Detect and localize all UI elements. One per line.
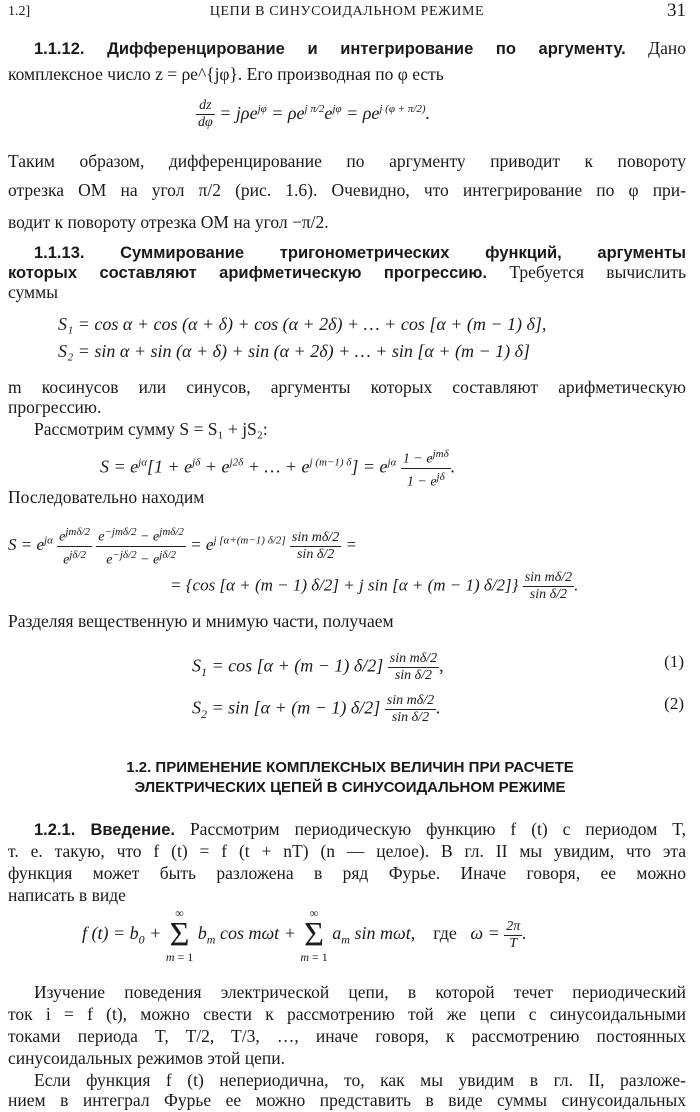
text-line: суммы	[8, 282, 58, 302]
formula-eq1: $S_1 = \cos [\alpha + (m - 1)$ δ/2] $\frac{\text{sin mδ/2}}{\text{sin δ/2}}$ ,	[192, 651, 444, 683]
formula-eq2: $S_2 = \sin [\alpha + (m - 1)$ δ/2] $\frac{\text{sin mδ/2}}{\text{sin δ/2}}$ .	[192, 693, 441, 725]
text-line: водит к повороту отрезка OM на угол −π/2.	[8, 212, 329, 232]
text-line: m косинусов или синусов, аргументы которых составляют арифметическую	[8, 377, 686, 397]
section-ref: 1.2]	[8, 4, 31, 19]
formula-long-2: = {cos [α + (m − 1) δ/2] + j sin [α + (m − 1) δ/2]} $\frac{\text{sin mδ/2}}{\text{sin δ/2}}$ .	[170, 570, 579, 602]
running-title: ЦЕПИ В СИНУСОИДАЛЬНОМ РЕЖИМЕ	[209, 4, 485, 19]
text-line: отрезка OM на угол π/2 (рис. 1.6). Очевидно, что интегрирование по φ при-	[8, 180, 686, 200]
equation-number: (1)	[664, 652, 684, 671]
heading-tail: Дано	[648, 38, 686, 58]
section-heading: 1.1.12. Дифференцирование и интегрирование по аргументу.	[34, 40, 626, 58]
formula-s-sum: $S = e^{j\alpha}[1 + e^{j\delta} + e^{j2\delta}$ + … + $e^{j (m-1) \delta}] = e^{j\alpha}$ $1 - e^{jm\delta}$ $1 - e^{j\delta}$ .	[100, 448, 456, 490]
equation-number: (2)	[664, 694, 684, 713]
formula-long-1: $S = e^{j\alpha}$ $e^{jm\delta/2}$ $e^{j\delta/2}$ $e^{-jm\delta/2} - e^{jm\delta/2}$ $e^{-j\delta/2} - e^{j\delta/2}$ = $e^{j [\alpha+(m-1) \delta/2]}$ $\frac{\text{sin mδ/2}}{\text{sin δ/2}}$ =	[8, 526, 358, 568]
text-line: написать в виде	[8, 885, 126, 905]
text-line: Последовательно находим	[8, 487, 205, 507]
text-line: нием в интеграл Фурье ее можно представить в виде суммы синусоидальных	[8, 1090, 686, 1110]
text-line: токами периода T, T/2, T/3, …, иначе говоря, к рассмотрению постоянных	[8, 1026, 686, 1046]
chapter-heading-line1: 1.2. ПРИМЕНЕНИЕ КОМПЛЕКСНЫХ ВЕЛИЧИН ПРИ РАСЧЕТЕ	[126, 759, 574, 776]
running-head	[8, 2, 686, 24]
text-line: т. е. такую, что f (t) = f (t + nT) (n — целое). В гл. II мы увидим, что эта	[8, 841, 686, 861]
text-line: Таким образом, дифференцирование по аргументу приводит к повороту	[8, 151, 686, 171]
formula-s2: S₂ = sin α + sin (α + δ) + sin (α + 2δ) + … + sin [α + (m − 1) δ]	[58, 341, 530, 361]
section-1-1-13-heading-line2: которых составляют арифметическую прогрессию. Требуется вычислить	[8, 262, 686, 282]
section-1-1-13-heading-line1: 1.1.13. Суммирование тригонометрических функций, аргументы	[34, 244, 686, 262]
subsection-1-2-1-line: 1.2.1. Введение. Рассмотрим периодическую функцию f (t) с периодом T,	[34, 819, 686, 839]
text-line: комплексное число z = ρe^{jφ}. Его производная по φ есть	[8, 64, 444, 84]
text-line: Рассмотрим сумму S = S₁ + jS₂:	[34, 419, 268, 439]
text-line: ток i = f (t), можно свести к рассмотрению той же цепи с синусоидальными	[8, 1004, 686, 1024]
formula-fourier: f $(t) = b_0$ + ∞ Σ m = 1 $b_m$ cos mωt + ∞ Σ m = 1 $a_m$ sin mωt, где ω = $\frac{2\pi}{T}$ .	[82, 906, 527, 964]
section-1-1-12-heading-line	[8, 36, 686, 61]
text-line: функция может быть разложена в ряд Фурье. Иначе говоря, ее можно	[8, 863, 686, 883]
text-line: прогрессию.	[8, 397, 102, 417]
text-line: Если функция f (t) непериодична, то, как мы увидим в гл. II, разложе-	[34, 1070, 686, 1090]
page-number: 31	[667, 0, 686, 21]
text-line: Изучение поведения электрической цепи, в которой течет периодический	[34, 982, 686, 1002]
text-line: синусоидальных режимов этой цепи.	[8, 1048, 286, 1068]
chapter-heading-line2: ЭЛЕКТРИЧЕСКИХ ЦЕПЕЙ В СИНУСОИДАЛЬНОМ РЕЖИМЕ	[134, 779, 566, 796]
text-line: Разделяя вещественную и мнимую части, получаем	[8, 611, 394, 631]
formula-derivative: $\frac{dz}{d\varphi}$ = $j\rho e^{j\varphi} = \rho e^{j \pi/2}e^{j\varphi} = \rho e^{j (\varphi + \pi/2)}$.	[198, 98, 431, 131]
formula-s1: S₁ = cos α + cos (α + δ) + cos (α + 2δ) + … + cos [α + (m − 1) δ],	[58, 314, 547, 334]
